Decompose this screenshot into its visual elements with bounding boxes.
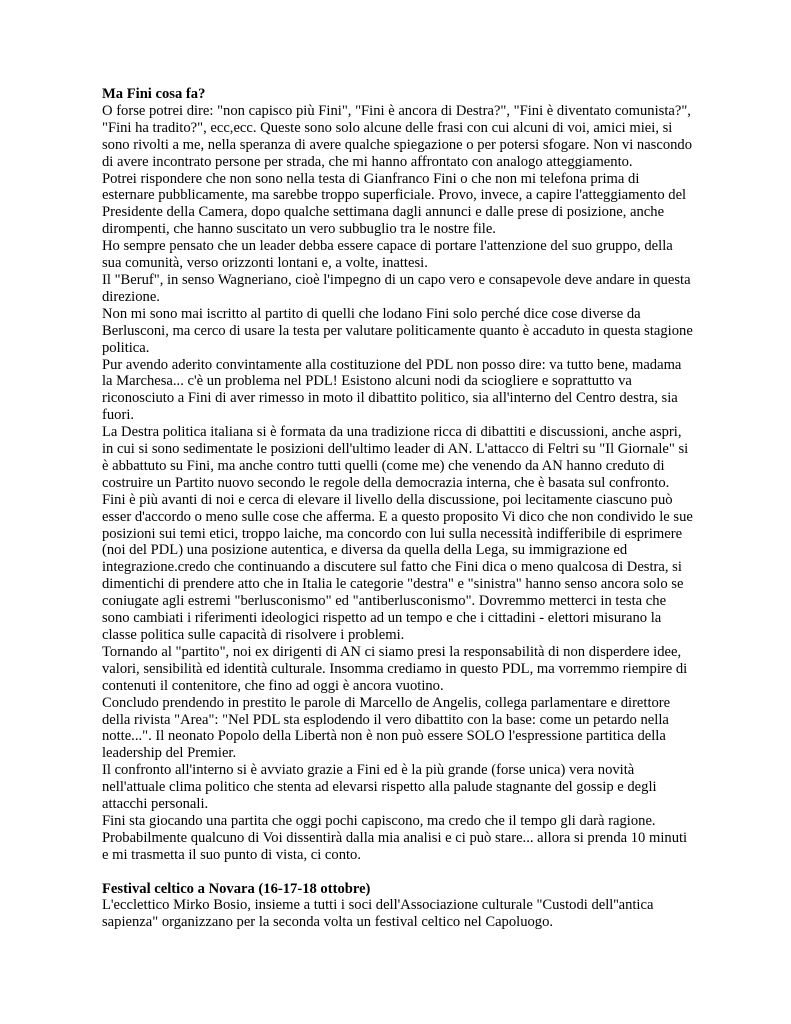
document-page — [102, 86, 694, 931]
paragraph: Fini è più avanti di noi e cerca di elevare il livello della discussione, poi lecitamente ciascuno può esser d'accordo o meno sulle cose che afferma. E a questo proposito Vi dico che non condivido le sue posizioni sui temi etici, troppo laiche, ma concordo con lui sulla necessità indifferibile di esprimere (noi del PDL) una posizione autentica, e diversa da quella della Lega, su immigrazione ed integrazione.credo che continuando a discutere sul fatto che Fini dica o meno qualcosa di Destra, si dimentichi di prendere atto che in Italia le categorie "destra" e "sinistra" hanno senso ancora solo se coniugate agli estremi "berlusconismo" ed "antiberlusconismo". Dovremmo metterci in testa che sono cambiati i riferimenti ideologici rispetto ad un tempo e che i cittadini - elettori misurano la classe politica sulle capacità di risolvere i problemi. — [102, 491, 693, 643]
paragraph: Concludo prendendo in prestito le parole di Marcello de Angelis, collega parlamentare e direttore della rivista "Area": "Nel PDL sta esplodendo il vero dibattito con la base: come un petardo nella notte...". Il neonato Popolo della Libertà non è non può essere SOLO l'espressione partitica della leadership del Premier. — [102, 694, 671, 762]
paragraph: Il "Beruf", in senso Wagneriano, cioè l'impegno di un capo vero e consapevole deve andare in questa direzione. — [102, 271, 691, 305]
paragraph: Fini sta giocando una partita che oggi pochi capiscono, ma credo che il tempo gli darà ragione. Probabilmente qualcuno di Voi dissentirà dalla mia analisi e ci può stare... allora si prenda 10 minuti e mi trasmetta il suo punto di vista, ci conto. — [102, 812, 688, 863]
article-title: Ma Fini cosa fa? — [102, 86, 206, 102]
paragraph: Non mi sono mai iscritto al partito di quelli che lodano Fini solo perché dice cose diverse da Berlusconi, ma cerco di usare la testa per valutare politicamente quanto è accaduto in questa stagione politica. — [102, 305, 693, 356]
paragraph: Potrei rispondere che non sono nella testa di Gianfranco Fini o che non mi telefona prima di esternare pubblicamente, ma sarebbe troppo superficiale. Provo, invece, a capire l'atteggiamento del Presidente della Camera, dopo qualche settimana dagli annunci e dalle prese di posizione, anche dirompenti, che hanno suscitato un vero subbuglio tra le nostre file. — [102, 170, 687, 238]
article-title: Festival celtico a Novara (16-17-18 ottobre) — [102, 880, 371, 897]
paragraph: Il confronto all'interno si è avviato grazie a Fini ed è la più grande (forse unica) vera novità nell'attuale clima politico che stenta ad elevarsi rispetto alla palude stagnante del gossip e degli attacchi personali. — [102, 762, 657, 813]
paragraph: La Destra politica italiana si è formata da una tradizione ricca di dibattiti e discussioni, anche aspri, in cui si sono sedimentate le posizioni dell'ultimo leader di AN. L'attacco di Feltri su "Il Giornale" si è abbattuto su Fini, ma anche contro tutti quelli (come me) che venendo da AN hanno creduto di costruire un Partito nuovo secondo le regole della democrazia interna, che è basata sul confronto. — [102, 424, 689, 491]
paragraph: L'ecclettico Mirko Bosio, insieme a tutti i soci dell'Associazione culturale "Custodi dell''antica sapienza" organizzano per la seconda volta un festival celtico nel Capoluogo. — [102, 897, 654, 931]
paragraph: Tornando al "partito", noi ex dirigenti di AN ci siamo presi la responsabilità di non disperdere idee, valori, sensibilità ed identità culturale. Insomma crediamo in questo PDL, ma vorremmo riempire di contenuti il contenitore, che fino ad oggi è ancora vuotino. — [102, 643, 688, 694]
article-festival — [102, 881, 694, 932]
paragraph: Pur avendo aderito convintamente alla costituzione del PDL non posso dire: va tutto bene, madama la Marchesa... c'è un problema nel PDL! Esistono alcuni nodi da sciogliere e soprattutto va riconosciuto a Fini di aver rimesso in moto il dibattito politico, sia all'interno del Centro destra, sia fuori. — [102, 356, 682, 424]
paragraph: O forse potrei dire: "non capisco più Fini", "Fini è ancora di Destra?", "Fini è diventato comunista?", "Fini ha tradito?", ecc,ecc. Queste sono solo alcune delle frasi con cui alcuni di voi, amici miei, si sono rivolti a me, nella speranza di avere qualche spiegazione o per potersi sfogare. Non vi nascondo di avere incontrato persone per strada, che mi hanno affrontato con analogo atteggiamento. — [102, 102, 693, 170]
paragraph: Ho sempre pensato che un leader debba essere capace di portare l'attenzione del suo gruppo, della sua comunità, verso orizzonti lontani e, a volte, inattesi. — [102, 238, 673, 272]
article-fini — [102, 86, 694, 864]
